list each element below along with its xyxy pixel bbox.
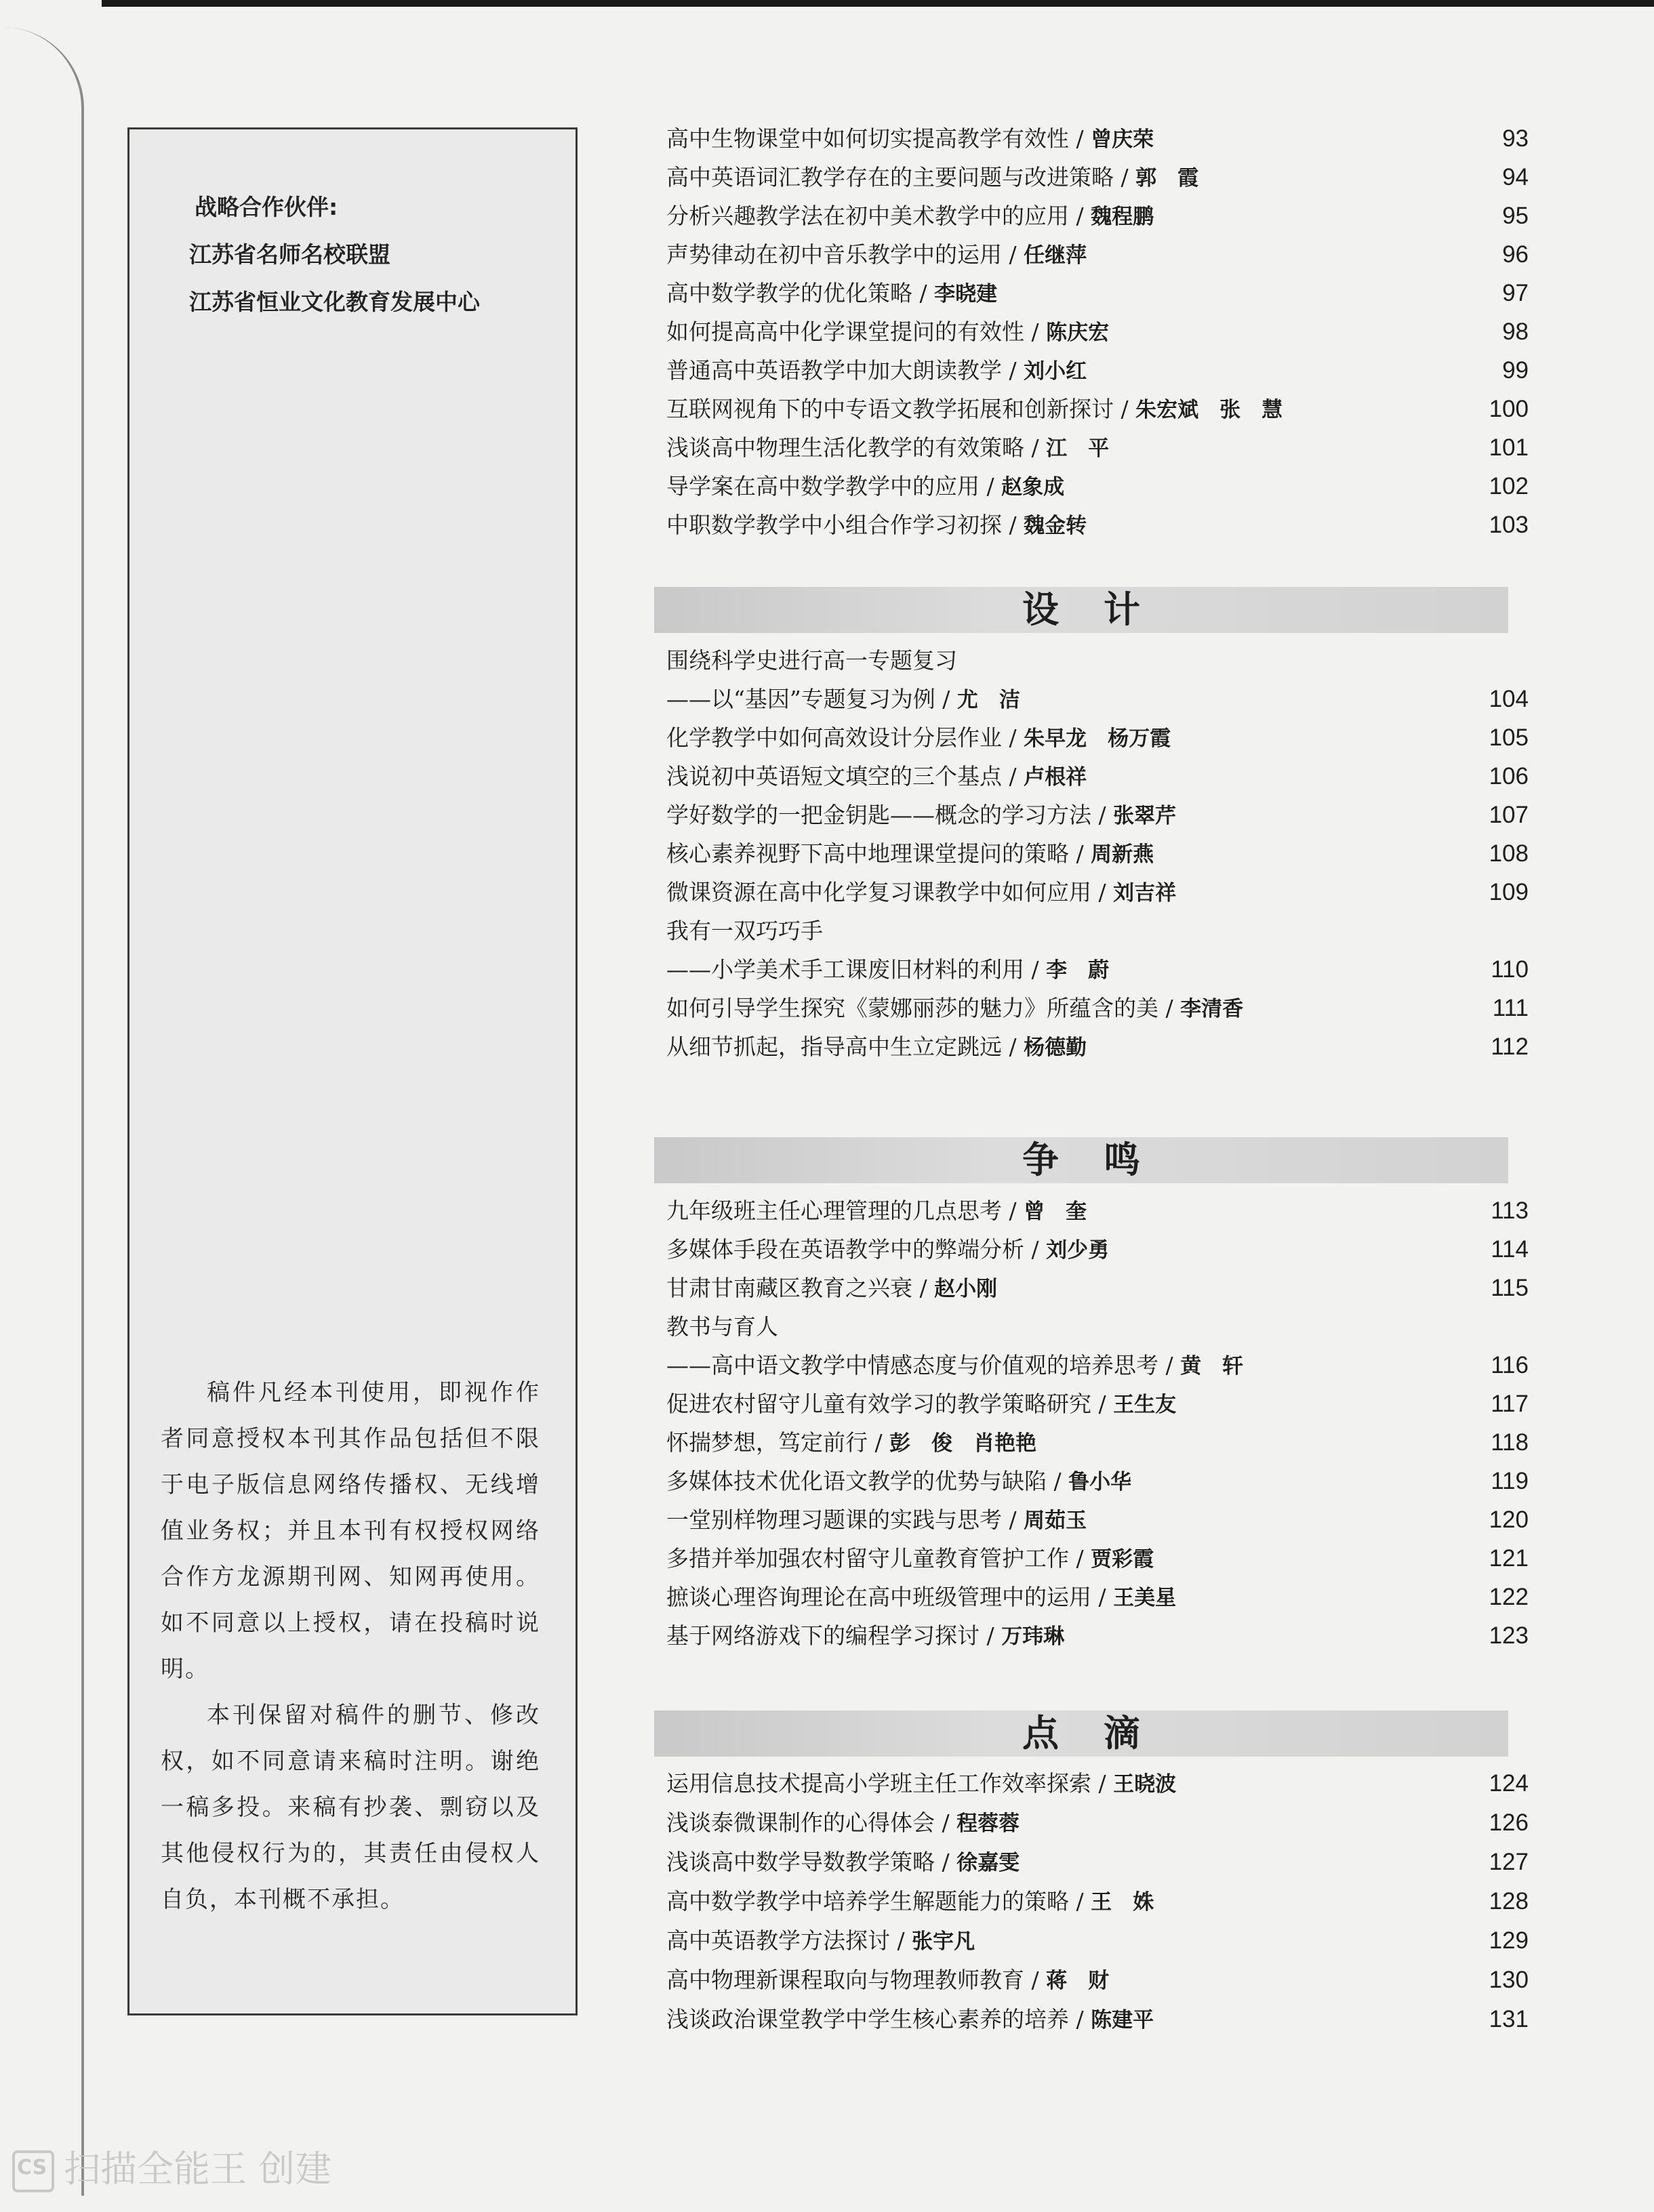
- toc-entry[interactable]: 怀揣梦想，笃定前行 / 彭 俊 肖艳艳 118: [647, 1422, 1529, 1463]
- copyright-notice: [161, 1370, 540, 1923]
- page-number: 113: [1491, 1197, 1529, 1224]
- scanner-watermark: CS扫描全能王 创建: [12, 2140, 331, 2192]
- page-number: 121: [1489, 1545, 1529, 1572]
- page-number: 124: [1489, 1770, 1529, 1797]
- page-number: 107: [1489, 802, 1529, 828]
- toc-entry[interactable]: 甘肃甘南藏区教育之兴衰 / 赵小刚 115: [647, 1268, 1529, 1309]
- page-number: 117: [1491, 1391, 1529, 1417]
- toc-entry[interactable]: 中职数学教学中小组合作学习初探 / 魏金转 103: [647, 505, 1529, 546]
- toc-entry-title[interactable]: 围绕科学史进行高一专题复习: [666, 647, 957, 674]
- toc-entry[interactable]: ——高中语文教学中情感态度与价值观的培养思考 / 黄 轩 116: [647, 1345, 1529, 1386]
- toc-entry[interactable]: 导学案在高中数学教学中的应用 / 赵象成 102: [647, 466, 1529, 507]
- page-number: 97: [1502, 280, 1529, 306]
- toc-entry[interactable]: 多媒体技术优化语文教学的优势与缺陷 / 鲁小华 119: [647, 1461, 1529, 1502]
- page-number: 96: [1502, 241, 1529, 268]
- page-number: 104: [1489, 686, 1529, 712]
- page-number: 102: [1489, 473, 1529, 499]
- top-border: [102, 0, 1654, 7]
- partner-item: 江苏省恒业文化教育发展中心: [189, 289, 480, 315]
- page-number: 93: [1502, 125, 1529, 152]
- page-number: 122: [1489, 1584, 1529, 1610]
- notice-paragraph: 稿件凡经本刊使用，即视作作者同意授权本刊其作品包括但不限于电子版信息网络传播权、无线增值业务权；并且本刊有权授权网络合作方龙源期刊网、知网再使用。如不同意以上授权，请在投稿时说明。: [161, 1379, 540, 1683]
- toc-entry[interactable]: 核心素养视野下高中地理课堂提问的策略 / 周新燕 108: [647, 834, 1529, 874]
- page-number: 127: [1489, 1849, 1529, 1875]
- toc-entry[interactable]: 九年级班主任心理管理的几点思考 / 曾 奎 113: [647, 1191, 1529, 1231]
- page-number: 106: [1489, 763, 1529, 790]
- page-number: 116: [1491, 1352, 1529, 1378]
- toc-entry[interactable]: 学好数学的一把金钥匙——概念的学习方法 / 张翠芹 107: [647, 795, 1529, 836]
- page-number: 118: [1491, 1429, 1529, 1456]
- notice-paragraph: 本刊保留对稿件的删节、修改权，如不同意请来稿时注明。谢绝一稿多投。来稿有抄袭、剽窃以及其他侵权行为的，其责任由侵权人自负，本刊概不承担。: [161, 1702, 540, 1913]
- page-number: 105: [1489, 724, 1529, 751]
- camscanner-logo-icon: [12, 2150, 54, 2192]
- toc-entry[interactable]: 运用信息技术提高小学班主任工作效率探索 / 王晓波 124: [647, 1763, 1529, 1804]
- toc-entry[interactable]: 浅说初中英语短文填空的三个基点 / 卢根祥 106: [647, 756, 1529, 797]
- toc-entry[interactable]: 浅谈政治课堂教学中学生核心素养的培养 / 陈建平 131: [647, 1999, 1529, 2040]
- toc-entry[interactable]: 高中数学教学的优化策略 / 李晓建 97: [647, 273, 1529, 314]
- toc-entry[interactable]: 浅谈高中数学导数教学策略 / 徐嘉雯 127: [647, 1842, 1529, 1883]
- page-number: 98: [1502, 319, 1529, 345]
- page-number: 114: [1491, 1236, 1529, 1263]
- page-number: 109: [1489, 879, 1529, 905]
- toc-entry[interactable]: 如何提高高中化学课堂提问的有效性 / 陈庆宏 98: [647, 312, 1529, 352]
- toc-entry[interactable]: 普通高中英语教学中加大朗读教学 / 刘小红 99: [647, 350, 1529, 391]
- toc-entry[interactable]: 多媒体手段在英语教学中的弊端分析 / 刘少勇 114: [647, 1229, 1529, 1270]
- section-header-notes: 点滴: [654, 1711, 1508, 1757]
- toc-entry[interactable]: 高中英语教学方法探讨 / 张宇凡 129: [647, 1921, 1529, 1961]
- toc-entry[interactable]: 化学教学中如何高效设计分层作业 / 朱早龙 杨万霞 105: [647, 718, 1529, 758]
- page-number: 95: [1502, 203, 1529, 229]
- toc-entry[interactable]: 浅谈高中物理生活化教学的有效策略 / 江 平 101: [647, 428, 1529, 468]
- toc-entry[interactable]: 浅谈泰微课制作的心得体会 / 程蓉蓉 126: [647, 1803, 1529, 1843]
- toc-entry[interactable]: 高中物理新课程取向与物理教师教育 / 蒋 财 130: [647, 1960, 1529, 2001]
- page-number: 110: [1491, 956, 1529, 983]
- toc-entry[interactable]: 声势律动在初中音乐教学中的运用 / 任继萍 96: [647, 234, 1529, 275]
- page-number: 120: [1489, 1507, 1529, 1533]
- sidebar-box: [127, 127, 578, 2015]
- page-number: 94: [1502, 164, 1529, 190]
- section-header-debate: 争鸣: [654, 1137, 1508, 1183]
- page-number: 128: [1489, 1888, 1529, 1914]
- page-number: 111: [1492, 995, 1529, 1021]
- toc-entry-title[interactable]: 我有一双巧巧手: [666, 918, 823, 944]
- page-number: 129: [1489, 1927, 1529, 1954]
- page-number: 115: [1491, 1275, 1529, 1301]
- page-number: 112: [1491, 1033, 1529, 1060]
- section-header-design: 设计: [654, 587, 1508, 633]
- page-number: 130: [1489, 1967, 1529, 1993]
- page-number: 101: [1489, 434, 1529, 461]
- toc-entry[interactable]: 基于网络游戏下的编程学习探讨 / 万玮琳 123: [647, 1616, 1529, 1656]
- page-binding-curve: [0, 27, 84, 2196]
- toc-entry[interactable]: 高中英语词汇教学存在的主要问题与改进策略 / 郭 霞 94: [647, 157, 1529, 198]
- page-number: 119: [1491, 1468, 1529, 1494]
- partners-block: [189, 184, 480, 326]
- page-number: 99: [1502, 357, 1529, 384]
- toc-entry[interactable]: 多措并举加强农村留守儿童教育管护工作 / 贾彩霞 121: [647, 1538, 1529, 1579]
- page-number: 123: [1489, 1622, 1529, 1649]
- toc-entry[interactable]: 促进农村留守儿童有效学习的教学策略研究 / 王生友 117: [647, 1384, 1529, 1425]
- page-number: 100: [1489, 396, 1529, 422]
- partner-item: 江苏省名师名校联盟: [189, 241, 390, 268]
- toc-entry[interactable]: 摭谈心理咨询理论在高中班级管理中的运用 / 王美星 122: [647, 1577, 1529, 1618]
- toc-entry[interactable]: 如何引导学生探究《蒙娜丽莎的魅力》所蕴含的美 / 李清香 111: [647, 988, 1529, 1029]
- toc-entry[interactable]: 高中生物课堂中如何切实提高教学有效性 / 曾庆荣 93: [647, 119, 1529, 159]
- toc-entry[interactable]: 微课资源在高中化学复习课教学中如何应用 / 刘吉祥 109: [647, 872, 1529, 913]
- page-number: 131: [1489, 2006, 1529, 2032]
- toc-entry[interactable]: ——以“基因”专题复习为例 / 尤 洁 104: [647, 679, 1529, 720]
- toc-entry[interactable]: 互联网视角下的中专语文教学拓展和创新探讨 / 朱宏斌 张 慧 100: [647, 389, 1529, 430]
- toc-entry[interactable]: 分析兴趣教学法在初中美术教学中的应用 / 魏程鹏 95: [647, 196, 1529, 237]
- toc-entry[interactable]: 一堂别样物理习题课的实践与思考 / 周茹玉 120: [647, 1500, 1529, 1540]
- toc-entry[interactable]: 高中数学教学中培养学生解题能力的策略 / 王 姝 128: [647, 1881, 1529, 1922]
- page-number: 126: [1489, 1809, 1529, 1836]
- toc-entry-title[interactable]: 教书与育人: [666, 1313, 778, 1340]
- page-number: 103: [1489, 512, 1529, 538]
- toc-entry[interactable]: ——小学美术手工课废旧材料的利用 / 李 蔚 110: [647, 949, 1529, 990]
- page-number: 108: [1489, 840, 1529, 867]
- partners-title: 战略合作伙伴:: [195, 194, 338, 220]
- toc-entry[interactable]: 从细节抓起，指导高中生立定跳远 / 杨德勤 112: [647, 1027, 1529, 1067]
